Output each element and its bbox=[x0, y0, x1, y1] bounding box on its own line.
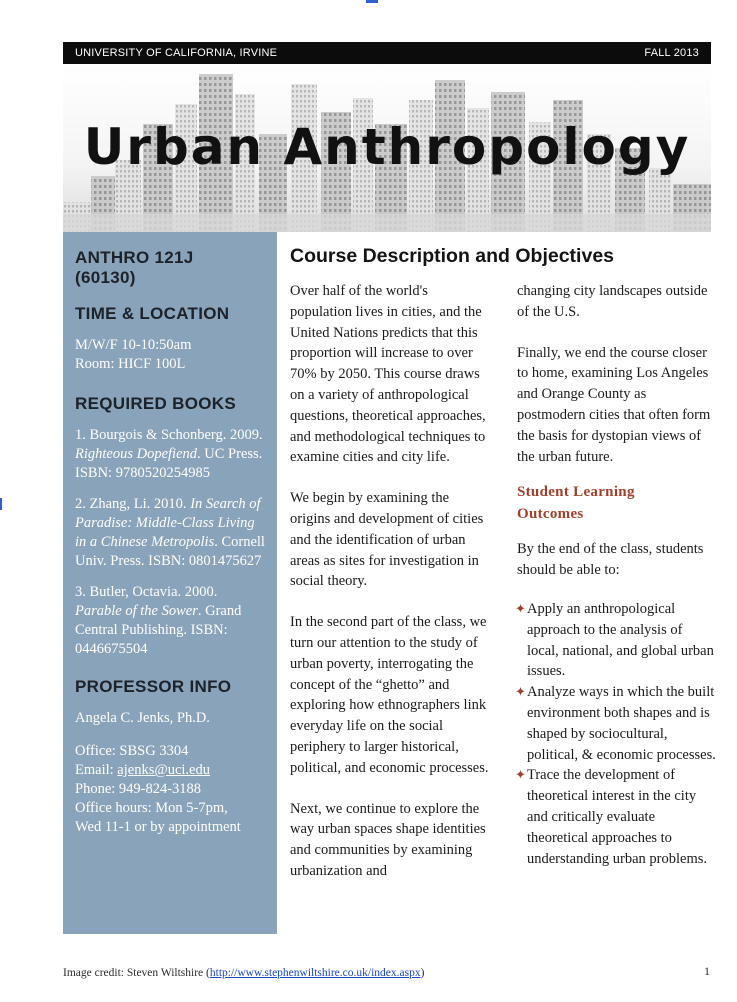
book-details: . UC Press. ISBN: 9780520254985 bbox=[75, 446, 263, 481]
meeting-room: Room: HICF 100L bbox=[75, 356, 186, 372]
professor-info-heading: PROFESSOR INFO bbox=[75, 677, 232, 696]
meeting-days: M/W/F 10-10:50am bbox=[75, 337, 192, 353]
paragraph: We begin by examining the origins and development of cities and the identification of urban areas as sites for investigation in social theory. bbox=[290, 490, 484, 590]
sidebar bbox=[63, 232, 277, 934]
credit-link[interactable]: http://www.stephenwiltshire.co.uk/index.aspx bbox=[209, 967, 421, 979]
paragraph: Next, we continue to explore the way urban spaces shape identities and communities by examining urbanization and bbox=[290, 800, 486, 879]
outcome-text: Trace the development of theoretical interest in the city and critically evaluate theoretical approaches to understanding urban problems. bbox=[527, 767, 708, 867]
book-entry bbox=[75, 583, 265, 659]
professor-name: Angela C. Jenks, Ph.D. bbox=[75, 710, 210, 726]
section-heading: Course Description and Objectives bbox=[290, 245, 615, 267]
book-authors: 2. Zhang, Li. 2010. bbox=[75, 496, 191, 512]
paragraph: Over half of the world's population lives in cities, and the United Nations predicts that this proportion will increase to over 70% by 2050. This course draws on a variety of anthropological questions, theoretical approaches, and methodological techniques to examine cities and city life. bbox=[290, 283, 486, 466]
left-edge-marker bbox=[0, 498, 2, 510]
banner bbox=[63, 64, 711, 232]
outcome-text: Analyze ways in which the built environment both shapes and is shaped by sociocultural, political, & economic processes. bbox=[527, 684, 716, 763]
description-column-1 bbox=[290, 281, 490, 882]
credit-suffix: ) bbox=[420, 967, 425, 979]
star-bullet-icon: ✦ bbox=[515, 600, 526, 616]
book-authors: 1. Bourgois & Schonberg. 2009. bbox=[75, 427, 263, 443]
office-hours-continued: Wed 11-1 or by appointment bbox=[75, 819, 241, 835]
outcomes-intro: By the end of the class, students should be able to: bbox=[517, 541, 704, 579]
header-bar bbox=[63, 42, 711, 64]
time-location-heading: TIME & LOCATION bbox=[75, 304, 230, 323]
required-books-heading: REQUIRED BOOKS bbox=[75, 394, 236, 413]
book-title: Righteous Dopefiend bbox=[75, 446, 198, 462]
book-authors: 3. Butler, Octavia. 2000. bbox=[75, 584, 218, 600]
image-credit bbox=[63, 967, 424, 979]
paragraph: In the second part of the class, we turn our attention to the study of urban poverty, interrogating the concept of the “ghetto” and exploring how ethnographers link everyday life on the social periphery to larger historical, political, and economic processes. bbox=[290, 614, 489, 776]
page-number: 1 bbox=[704, 964, 710, 978]
book-details: . Grand Central Publishing. ISBN: 0446675504 bbox=[75, 603, 242, 657]
term-label: FALL 2013 bbox=[644, 47, 699, 59]
email-label: Email: bbox=[75, 762, 118, 778]
institution-name: UNIVERSITY OF CALIFORNIA, IRVINE bbox=[75, 47, 278, 59]
list-item bbox=[517, 765, 717, 869]
phone-number: Phone: 949-824-3188 bbox=[75, 781, 202, 797]
list-item bbox=[517, 599, 717, 682]
book-details: . Cornell Univ. Press. ISBN: 0801475627 bbox=[75, 534, 265, 569]
email-line bbox=[75, 761, 265, 780]
email-link[interactable]: ajenks@uci.edu bbox=[117, 762, 210, 778]
credit-prefix: Image credit: Steven Wiltshire ( bbox=[63, 967, 210, 979]
outcomes-heading-line2: Outcomes bbox=[517, 506, 584, 523]
top-edge-marker bbox=[366, 0, 378, 3]
outcomes-heading-line1: Student Learning bbox=[517, 484, 635, 501]
outcome-text: Apply an anthropological approach to the analysis of local, national, and global urban issues. bbox=[527, 600, 714, 680]
banner-title: Urban Anthropology bbox=[83, 118, 691, 176]
office-location: Office: SBSG 3304 bbox=[75, 743, 189, 759]
book-entry bbox=[75, 495, 265, 571]
course-code: ANTHRO 121J bbox=[75, 248, 194, 267]
star-bullet-icon: ✦ bbox=[515, 767, 526, 783]
book-entry bbox=[75, 426, 265, 483]
course-number: (60130) bbox=[75, 268, 136, 287]
book-title: Parable of the Sower bbox=[75, 603, 198, 619]
paragraph: changing city landscapes outside of the U.S. bbox=[517, 283, 708, 320]
list-item bbox=[517, 682, 717, 765]
description-column-2 bbox=[517, 281, 717, 869]
paragraph: Finally, we end the course closer to home, examining Los Angeles and Orange County as postmodern cities that often form the basis for dystopian views of the urban future. bbox=[517, 344, 711, 465]
book-title: In Search of Paradise: Middle-Class Living in a Chinese Metropolis bbox=[75, 496, 261, 550]
outcomes-heading bbox=[517, 481, 717, 525]
outcomes-list bbox=[517, 599, 717, 869]
star-bullet-icon: ✦ bbox=[515, 684, 526, 700]
office-hours: Office hours: Mon 5-7pm, bbox=[75, 800, 228, 816]
